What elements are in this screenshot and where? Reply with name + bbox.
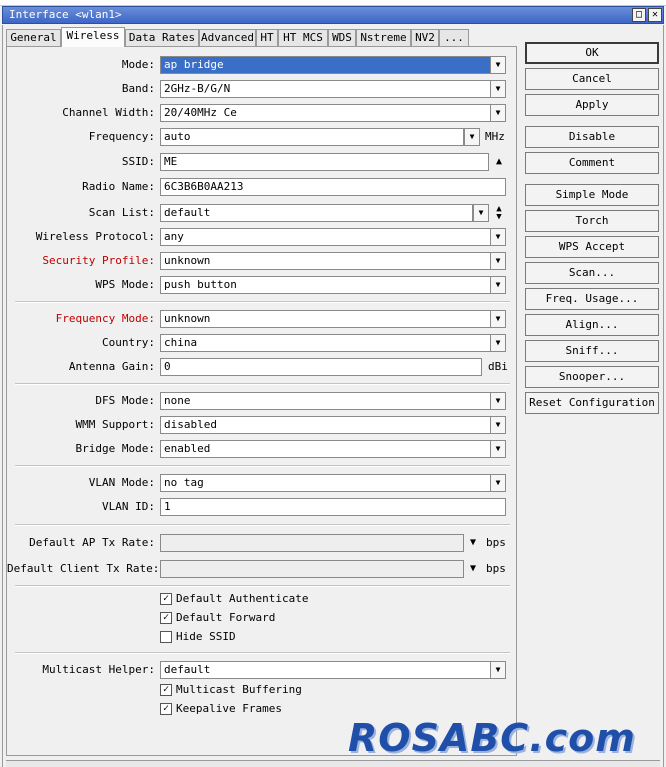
band-select[interactable]: 2GHz-B/G/N — [160, 80, 494, 98]
wps-mode-label: WPS Mode: — [95, 278, 155, 291]
vlan-id-input[interactable]: 1 — [160, 498, 506, 516]
frequency-label: Frequency: — [88, 130, 155, 143]
default-ap-tx-rate-input[interactable] — [160, 534, 464, 552]
scan-list-select[interactable]: default — [160, 204, 473, 222]
wps-mode-row — [7, 276, 518, 294]
default-ap-tx-rate-unit: bps — [486, 536, 506, 549]
watermark-logo: ROSABC.com — [348, 716, 636, 760]
mode-select[interactable]: ap bridge — [160, 56, 494, 74]
wireless-protocol-select[interactable]: any — [160, 228, 494, 246]
dropdown-arrow-icon[interactable]: ▼ — [490, 104, 506, 122]
divider — [15, 301, 510, 303]
frequency-mode-row — [7, 310, 518, 328]
antenna-gain-label: Antenna Gain: — [68, 360, 155, 373]
security-profile-label: Security Profile: — [42, 254, 155, 267]
keepalive-frames-checkbox[interactable] — [160, 702, 282, 718]
check-icon: ✓ — [160, 684, 172, 696]
dropdown-arrow-icon[interactable]: ▼ — [490, 276, 506, 294]
frequency-mode-select[interactable]: unknown — [160, 310, 494, 328]
hide-ssid-checkbox[interactable] — [160, 630, 236, 646]
disable-button[interactable]: Disable — [525, 126, 659, 148]
freq-usage-button[interactable]: Freq. Usage... — [525, 288, 659, 310]
tab-ht-mcs[interactable]: HT MCS — [278, 29, 328, 47]
channel-width-label: Channel Width: — [62, 106, 155, 119]
default-client-tx-rate-label: Default Client Tx Rate: — [7, 562, 160, 575]
dfs-mode-row — [7, 392, 518, 410]
restore-icon[interactable]: □ — [632, 8, 646, 22]
tab-general[interactable]: General — [6, 29, 61, 47]
divider — [15, 465, 510, 467]
antenna-gain-unit: dBi — [488, 360, 508, 373]
security-profile-select[interactable]: unknown — [160, 252, 494, 270]
radio-name-input[interactable]: 6C3B6B0AA213 — [160, 178, 506, 196]
simple-mode-button[interactable]: Simple Mode — [525, 184, 659, 206]
multicast-helper-label: Multicast Helper: — [42, 663, 155, 676]
dfs-mode-label: DFS Mode: — [95, 394, 155, 407]
band-row — [7, 80, 518, 98]
apply-button[interactable]: Apply — [525, 94, 659, 116]
tab-wireless[interactable]: Wireless — [61, 27, 125, 47]
default-authenticate-label: Default Authenticate — [176, 592, 309, 605]
vlan-mode-row — [7, 474, 518, 492]
cancel-button[interactable]: Cancel — [525, 68, 659, 90]
hide-ssid-label: Hide SSID — [176, 630, 236, 643]
dropdown-arrow-icon[interactable]: ▼ — [490, 310, 506, 328]
dropdown-arrow-icon[interactable]: ▼ — [473, 204, 489, 222]
default-ap-tx-rate-row — [7, 534, 518, 552]
frequency-mode-label: Frequency Mode: — [55, 312, 155, 325]
vlan-mode-select[interactable]: no tag — [160, 474, 494, 492]
default-client-tx-rate-unit: bps — [486, 562, 506, 575]
tab-data-rates[interactable]: Data Rates — [125, 29, 199, 47]
country-select[interactable]: china — [160, 334, 494, 352]
default-forward-label: Default Forward — [176, 611, 276, 624]
tab-nstreme[interactable]: Nstreme — [356, 29, 411, 47]
title-bar[interactable] — [2, 6, 664, 24]
multicast-buffering-checkbox[interactable] — [160, 683, 302, 699]
multicast-buffering-label: Multicast Buffering — [176, 683, 302, 696]
scan-button[interactable]: Scan... — [525, 262, 659, 284]
dropdown-arrow-icon[interactable]: ▼ — [490, 440, 506, 458]
default-client-tx-rate-input[interactable] — [160, 560, 464, 578]
bridge-mode-select[interactable]: enabled — [160, 440, 494, 458]
check-icon: ✓ — [160, 612, 172, 624]
wmm-support-select[interactable]: disabled — [160, 416, 494, 434]
dropdown-arrow-icon[interactable]: ▼ — [490, 474, 506, 492]
dropdown-arrow-icon[interactable]: ▼ — [490, 252, 506, 270]
default-forward-checkbox[interactable] — [160, 611, 275, 627]
mode-row — [7, 56, 518, 74]
tab-advanced[interactable]: Advanced — [199, 29, 256, 47]
scan-list-row — [7, 204, 518, 222]
empty-checkbox-icon — [160, 631, 172, 643]
ssid-input[interactable]: ME — [160, 153, 489, 171]
dropdown-arrow-icon[interactable]: ▼ — [490, 228, 506, 246]
country-label: Country: — [102, 336, 155, 349]
bridge-mode-label: Bridge Mode: — [75, 442, 155, 455]
align-button[interactable]: Align... — [525, 314, 659, 336]
security-profile-row — [7, 252, 518, 270]
dropdown-arrow-icon[interactable]: ▼ — [469, 537, 477, 548]
check-icon: ✓ — [160, 593, 172, 605]
radio-name-row — [7, 178, 518, 196]
bridge-mode-row — [7, 440, 518, 458]
reset-configuration-button[interactable]: Reset Configuration — [525, 392, 659, 414]
vlan-id-row — [7, 498, 518, 516]
keepalive-frames-label: Keepalive Frames — [176, 702, 282, 715]
antenna-gain-row — [7, 358, 518, 376]
tab-more[interactable]: ... — [439, 29, 469, 47]
default-client-tx-rate-row — [7, 560, 518, 578]
frequency-unit: MHz — [485, 130, 505, 143]
ssid-row — [7, 153, 518, 171]
wmm-support-label: WMM Support: — [75, 418, 155, 431]
frequency-row — [7, 128, 518, 146]
antenna-gain-input[interactable]: 0 — [160, 358, 482, 376]
torch-button[interactable]: Torch — [525, 210, 659, 232]
divider — [15, 383, 510, 385]
wmm-support-row — [7, 416, 518, 434]
vlan-id-label: VLAN ID: — [102, 500, 155, 513]
frequency-select[interactable]: auto — [160, 128, 464, 146]
comment-button[interactable]: Comment — [525, 152, 659, 174]
channel-width-row — [7, 104, 518, 122]
vlan-mode-label: VLAN Mode: — [88, 476, 155, 489]
sniff-button[interactable]: Sniff... — [525, 340, 659, 362]
dropdown-arrow-icon[interactable]: ▼ — [469, 563, 477, 574]
default-ap-tx-rate-label: Default AP Tx Rate: — [29, 536, 155, 549]
wireless-protocol-label: Wireless Protocol: — [35, 230, 155, 243]
dropdown-arrow-icon[interactable]: ▼ — [464, 128, 480, 146]
dropdown-arrow-icon[interactable]: ▼ — [490, 661, 506, 679]
divider — [15, 585, 510, 587]
band-label: Band: — [121, 82, 155, 95]
status-bar — [6, 760, 660, 767]
snooper-button[interactable]: Snooper... — [525, 366, 659, 388]
dropdown-arrow-icon[interactable]: ▼ — [490, 56, 506, 74]
tab-nv2[interactable]: NV2 — [411, 29, 439, 47]
dfs-mode-select[interactable]: none — [160, 392, 494, 410]
tab-ht[interactable]: HT — [256, 29, 278, 47]
dropdown-arrow-icon[interactable]: ▼ — [490, 392, 506, 410]
window-title: Interface <wlan1> — [9, 8, 122, 21]
mode-label: Mode: — [121, 58, 155, 71]
divider — [15, 652, 510, 654]
divider — [15, 524, 510, 526]
scan-list-label: Scan List: — [88, 206, 155, 219]
channel-width-select[interactable]: 20/40MHz Ce — [160, 104, 494, 122]
wps-mode-select[interactable]: push button — [160, 276, 494, 294]
radio-name-label: Radio Name: — [82, 180, 155, 193]
ok-button[interactable]: OK — [525, 42, 659, 64]
default-authenticate-checkbox[interactable] — [160, 592, 308, 608]
multicast-helper-row — [7, 661, 518, 679]
up-arrow-icon[interactable]: ▲ — [495, 156, 503, 167]
dropdown-arrow-icon[interactable]: ▼ — [490, 416, 506, 434]
wireless-panel — [6, 46, 517, 756]
country-row — [7, 334, 518, 352]
wps-accept-button[interactable]: WPS Accept — [525, 236, 659, 258]
multicast-helper-select[interactable]: default — [160, 661, 494, 679]
dropdown-arrow-icon[interactable]: ▼ — [490, 334, 506, 352]
close-icon[interactable]: ✕ — [648, 8, 662, 22]
up-down-arrow-icon[interactable]: ▲ ▼ — [496, 204, 502, 222]
ssid-label: SSID: — [121, 155, 155, 168]
dropdown-arrow-icon[interactable]: ▼ — [490, 80, 506, 98]
check-icon: ✓ — [160, 703, 172, 715]
wireless-protocol-row — [7, 228, 518, 246]
tab-wds[interactable]: WDS — [328, 29, 356, 47]
